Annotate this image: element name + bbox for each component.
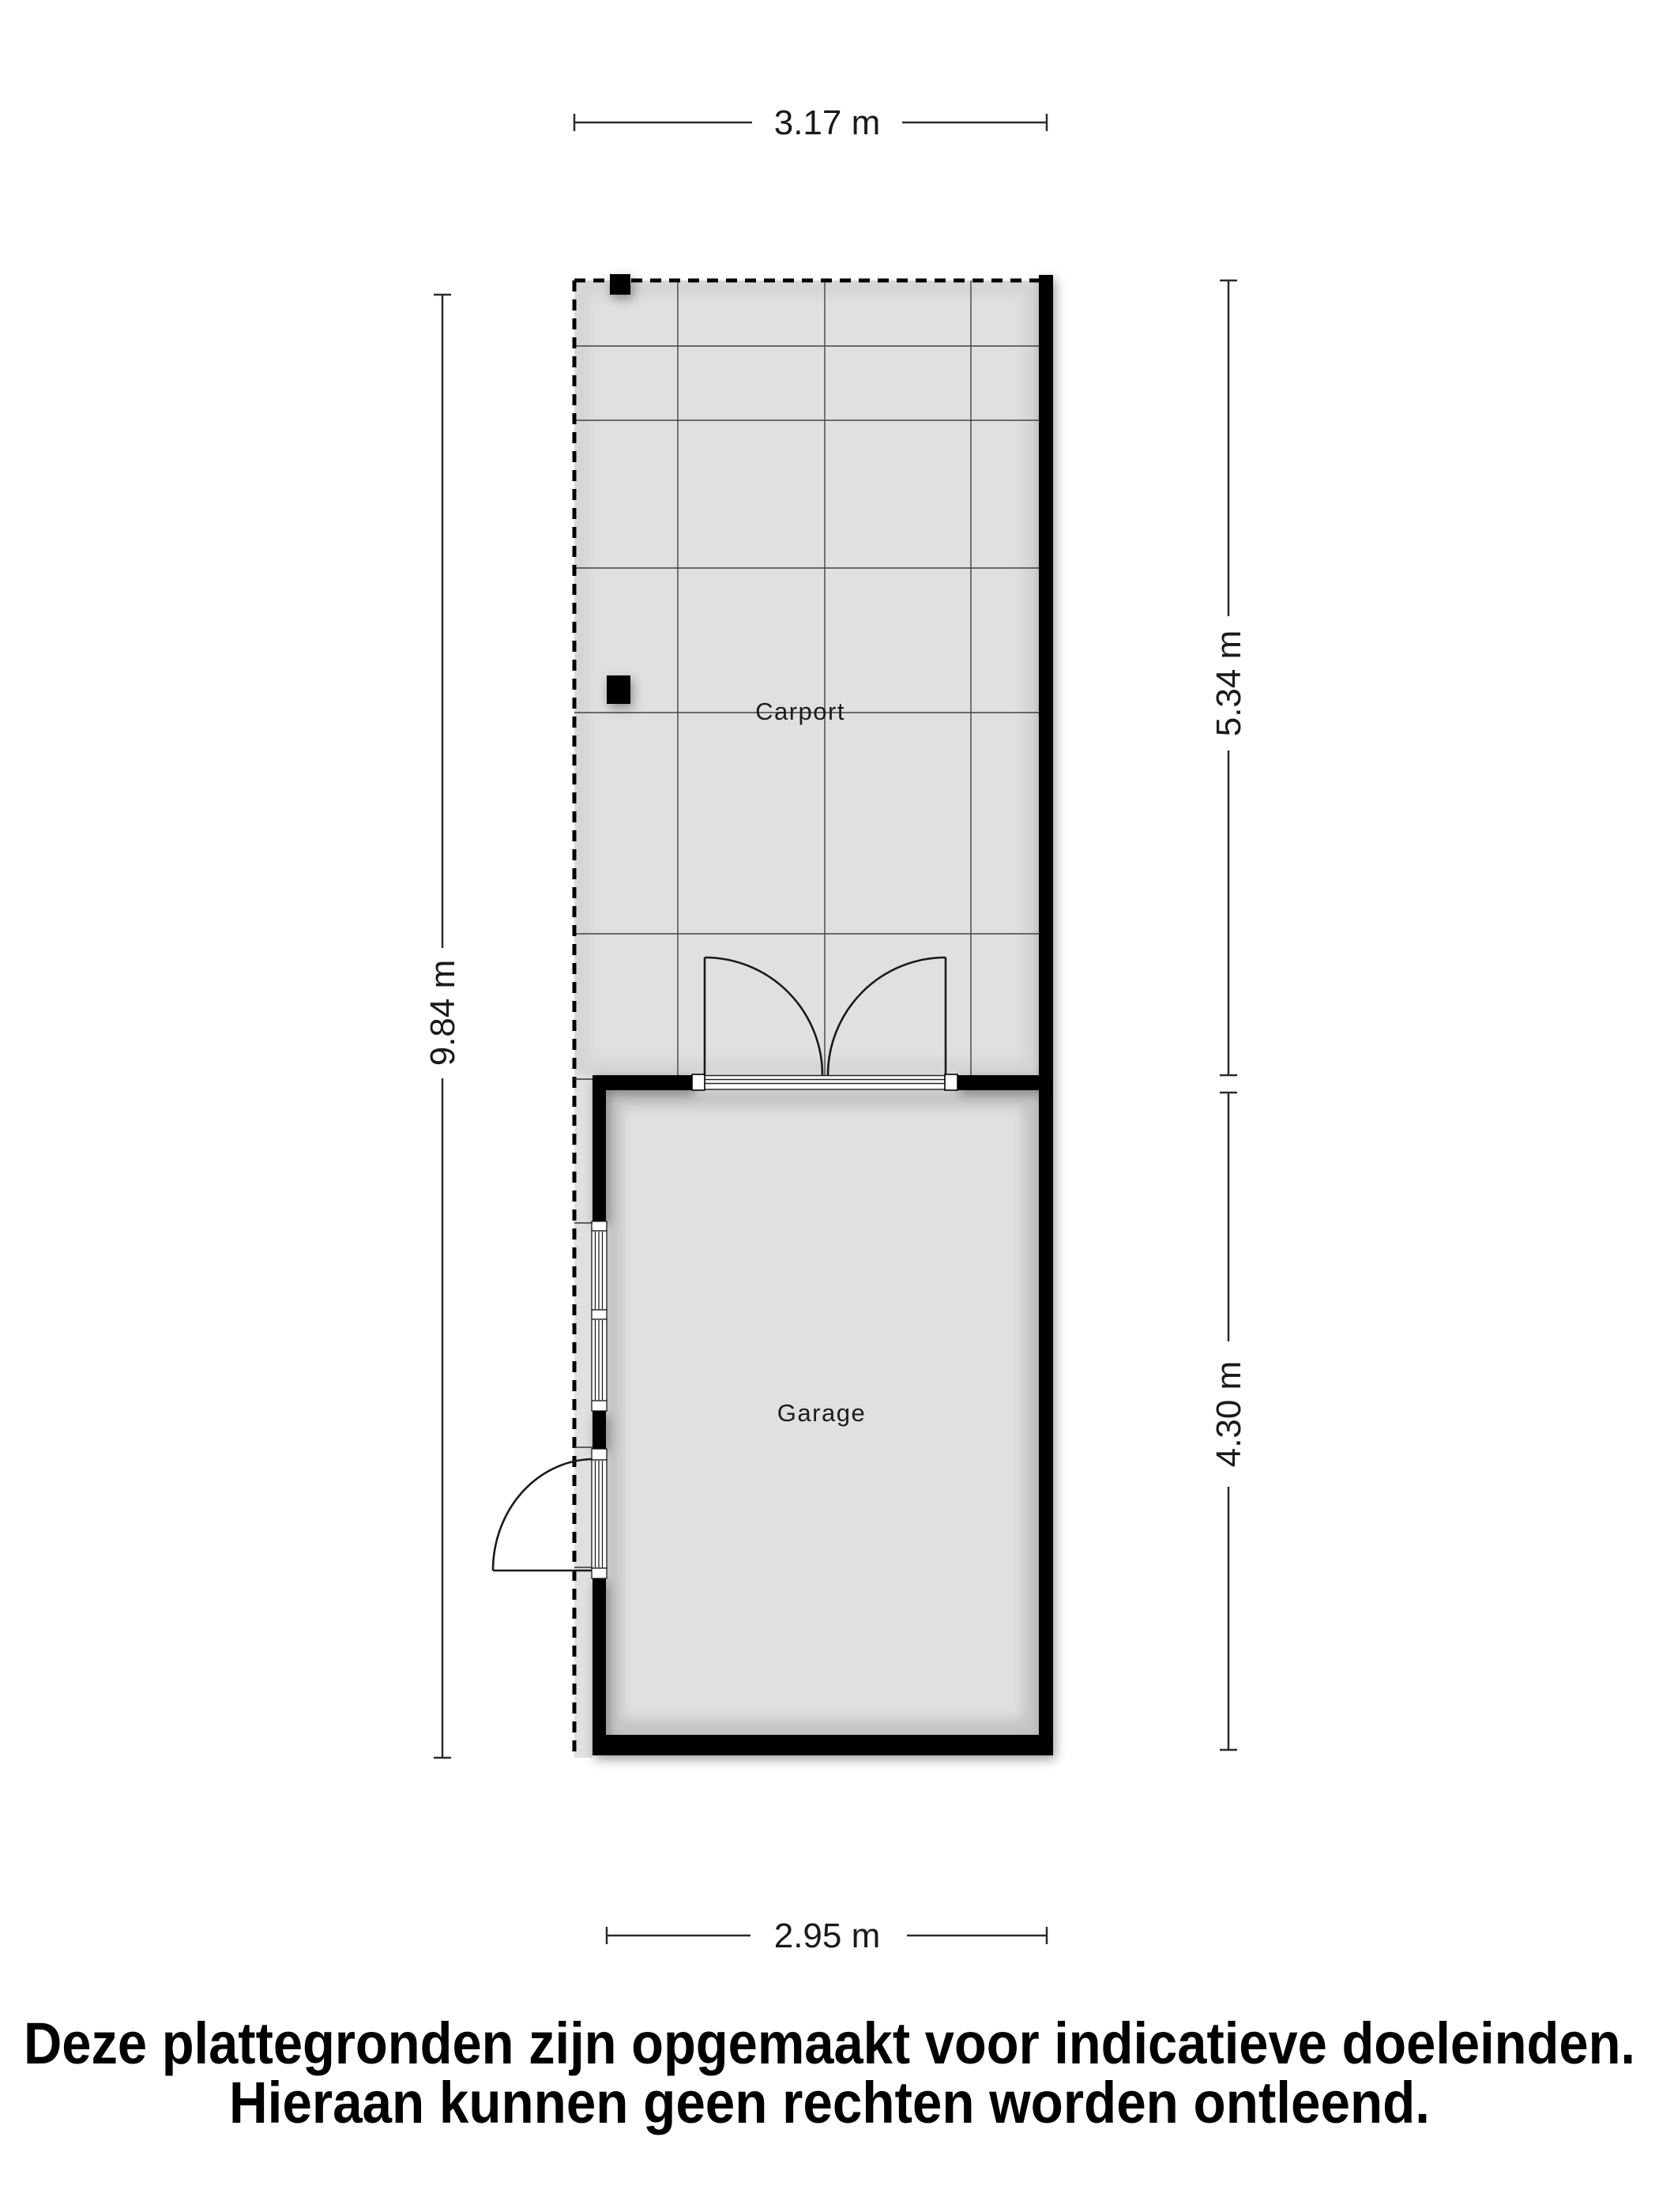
- double-door-jamb-left: [692, 1074, 705, 1090]
- dimension-right-lower-label: 4.30 m: [1209, 1360, 1248, 1468]
- side-strip-floor: [574, 1075, 592, 1758]
- disclaimer-line1: Deze plattegronden zijn opgemaakt voor indicatieve doeleinden.: [24, 2011, 1635, 2076]
- carport-label: Carport: [755, 698, 845, 725]
- wall-right: [1039, 275, 1053, 1755]
- double-door-sill: [705, 1075, 946, 1090]
- dimension-bottom-label: 2.95 m: [773, 1917, 881, 1955]
- double-door-jamb-right: [945, 1074, 957, 1090]
- wall-garage-left-mid: [592, 1411, 606, 1449]
- carport-floor: [574, 280, 1053, 1075]
- wall-garage-top-right: [957, 1075, 1039, 1090]
- disclaimer-line2: Hieraan kunnen geen rechten worden ontleend.: [229, 2070, 1430, 2135]
- wall-garage-top-left: [592, 1075, 692, 1090]
- dimension-top-label: 3.17 m: [773, 103, 881, 142]
- wall-garage-left-upper: [592, 1075, 606, 1221]
- garage-label: Garage: [777, 1399, 867, 1427]
- garage-door-jamb-bottom: [592, 1568, 607, 1578]
- wall-garage-left-lower: [592, 1578, 606, 1755]
- dimension-right-upper-label: 5.34 m: [1209, 630, 1248, 737]
- floor-areas: [574, 280, 1053, 1758]
- wall-garage-bottom: [592, 1735, 1053, 1755]
- dimension-left-label: 9.84 m: [423, 959, 462, 1066]
- carport-post-mid-icon: [607, 675, 630, 704]
- window-cap-bottom: [592, 1401, 607, 1411]
- window-mullion: [592, 1310, 607, 1319]
- garage-door-jamb-top: [592, 1449, 607, 1460]
- window-cap-top: [592, 1221, 607, 1231]
- carport-post-top-icon: [610, 274, 630, 295]
